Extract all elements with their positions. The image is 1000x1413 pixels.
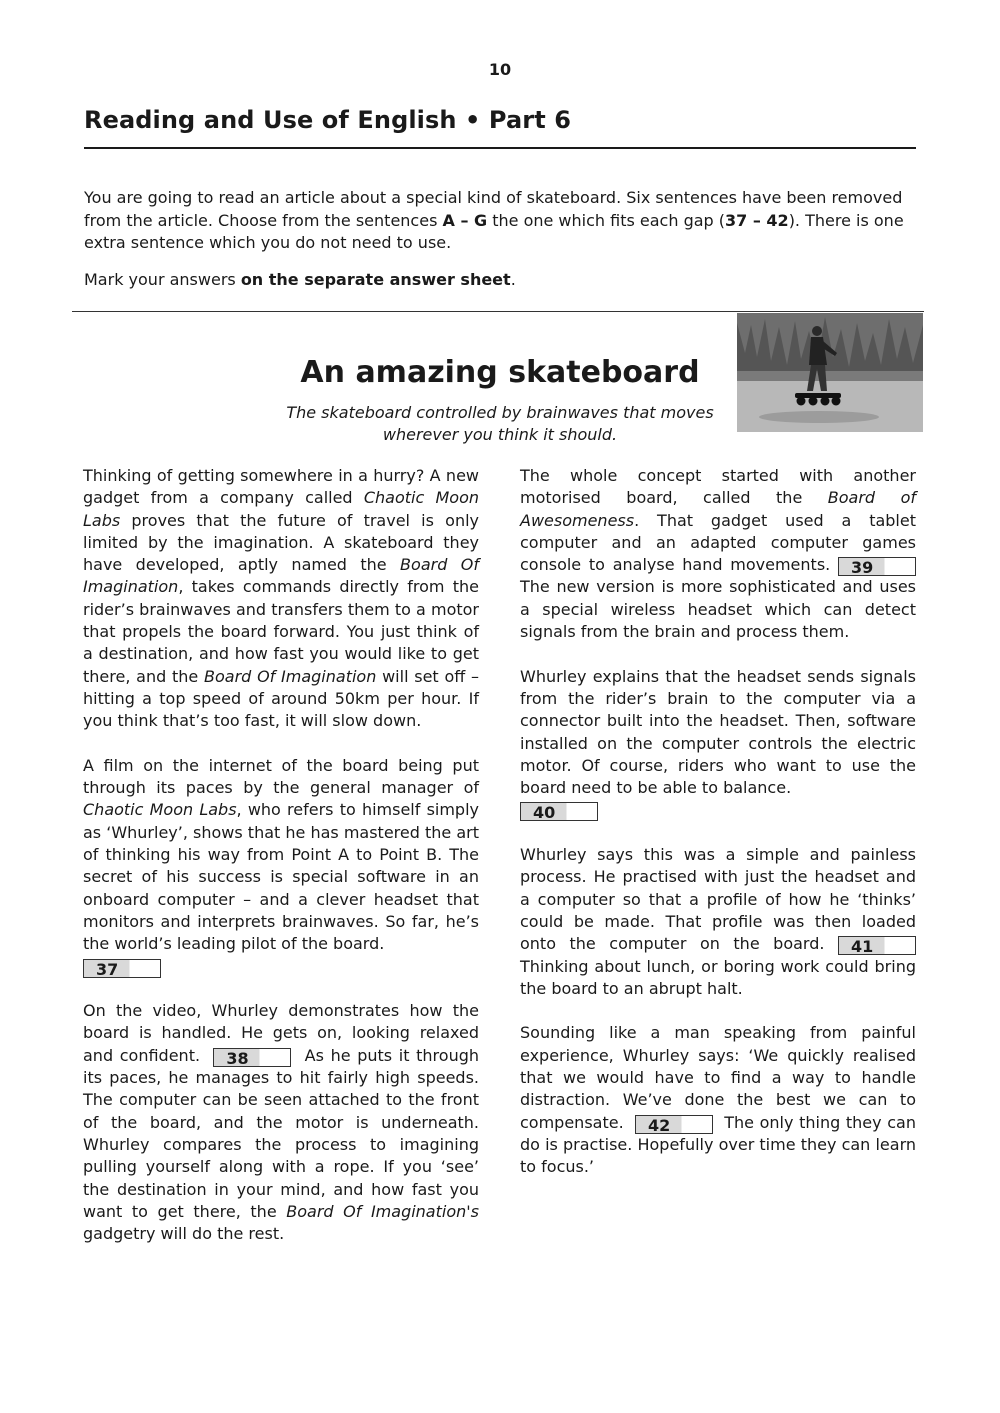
- p3-board-name: Board Of Imagination's: [286, 1201, 479, 1221]
- p1-board-name-2: Board Of Imagination: [204, 666, 377, 686]
- article-subtitle: [270, 402, 730, 446]
- p1-text-c: , takes commands directly from the rider’s brainwaves and transfers them to a motor that propels the board forward. You just think of a destination, and how fast you would like to get there, and the: [83, 577, 479, 686]
- gap-37[interactable]: 37: [83, 959, 161, 978]
- paragraph-1: [83, 465, 479, 733]
- gap-39[interactable]: 39: [838, 557, 916, 576]
- instructions-text-a: You are going to read an article about a special kind of skateboard. Six sentences have been removed from the article. Choose from the sentences: [84, 188, 903, 230]
- p4-board-name: Board of Awesomeness: [520, 488, 916, 530]
- gap-41[interactable]: 41: [838, 936, 916, 955]
- p1-text-b: proves that the future of travel is only limited by the imagination. A skateboard they have developed, aptly named the: [83, 510, 479, 575]
- instructions-text-c: ). There is one extra sentence which you do not need to use.: [84, 210, 904, 252]
- p2-text-b: , who refers to himself simply as ‘Whurley’, shows that he has mastered the art of thinking his way from Point A to Point B. The secret of his success is special software in an onboard computer – and a clever headset that monitors and interprets brainwaves. So far, he’s the world’s leading pilot of the board.: [83, 800, 480, 954]
- gap-42[interactable]: 42: [635, 1115, 713, 1134]
- p4-text-b: . That gadget used a tablet computer and an adapted computer games console to analyse hand movements.: [520, 510, 916, 575]
- article-title: An amazing skateboard: [300, 355, 700, 390]
- instructions-answer-b: .: [510, 269, 516, 289]
- paragraph-3: [83, 1000, 479, 1245]
- p6-text-a: Whurley says this was a simple and painless process. He practised with just the headset and a computer so that a profile of how he ‘thinks’ could be made. That profile was then loaded onto the computer on the board.: [520, 845, 916, 954]
- p1-company: Chaotic Moon Labs: [83, 488, 480, 530]
- paragraph-7: [520, 1022, 916, 1178]
- page-number: 10: [488, 60, 512, 79]
- p4-text-c: The new version is more sophisticated and uses a special wireless headset which can detect signals from the brain and process them.: [520, 577, 916, 642]
- gap-38[interactable]: 38: [213, 1048, 291, 1067]
- section-divider: [72, 311, 924, 312]
- title-divider: [84, 147, 916, 149]
- instructions-answer: [84, 269, 924, 292]
- p3-text-c: gadgetry will do the rest.: [83, 1224, 285, 1244]
- p1-text-a: Thinking of getting somewhere in a hurry? A new gadget from a company called: [83, 466, 479, 508]
- p1-board-name: Board Of Imagination: [83, 555, 479, 597]
- part-title: Reading and Use of English • Part 6: [84, 106, 572, 134]
- instructions-answer-sheet: on the separate answer sheet: [240, 269, 511, 289]
- p4-text-a: The whole concept started with another motorised board, called the: [520, 466, 916, 508]
- p1-text-d: will set off – hitting a top speed of around 50km per hour. If you think that’s too fast, it will slow down.: [83, 666, 480, 731]
- p2-text-a: A film on the internet of the board being put through its paces by the general manager of: [83, 755, 479, 798]
- instructions-answer-a: Mark your answers: [84, 269, 241, 289]
- p7-text-b: The only thing they can do is practise. Hopefully over time they can learn to focus.’: [520, 1112, 916, 1177]
- subtitle-line-2: wherever you think it should.: [382, 425, 618, 444]
- paragraph-5: [520, 666, 916, 822]
- paragraph-4: [520, 465, 916, 643]
- instructions-gaps: 37 – 42: [725, 210, 789, 230]
- p7-text-a: Sounding like a man speaking from painful experience, Whurley says: ‘We quickly realised that we would have to find a way to handle distraction. We’ve done the best we can to compensate.: [520, 1023, 916, 1132]
- article-column-left: [83, 465, 479, 1268]
- paragraph-2: [83, 755, 479, 978]
- gap-40[interactable]: 40: [520, 802, 598, 821]
- p3-text-b: As he puts it through its paces, he manages to hit fairly high speeds. The computer can be seen attached to the front of the board, and the motor is underneath. Whurley compares the process to imagining pulling yourself along with a rope. If you ‘see’ the destination in your mind, and how fast you want to get there, the: [83, 1045, 480, 1221]
- p2-company: Chaotic Moon Labs: [83, 800, 237, 820]
- skateboarder-photo-icon: [737, 313, 923, 432]
- subtitle-line-1: The skateboard controlled by brainwaves that moves: [286, 403, 714, 422]
- p5-text-a: Whurley explains that the headset sends signals from the rider’s brain to the computer via a connector built into the headset. Then, software installed on the computer controls the electric motor. Of course, riders who want to use the board need to be able to balance.: [520, 666, 916, 798]
- instructions-task: [84, 187, 924, 255]
- instructions-range: A – G: [442, 210, 488, 230]
- instructions-text-b: the one which fits each gap (: [487, 210, 726, 230]
- instructions: [84, 187, 924, 291]
- paragraph-6: [520, 844, 916, 1000]
- p6-text-b: Thinking about lunch, or boring work could bring the board to an abrupt halt.: [520, 956, 916, 998]
- p3-text-a: On the video, Whurley demonstrates how the board is handled. He gets on, looking relaxed and confident.: [83, 1001, 479, 1065]
- article-column-right: [520, 465, 916, 1201]
